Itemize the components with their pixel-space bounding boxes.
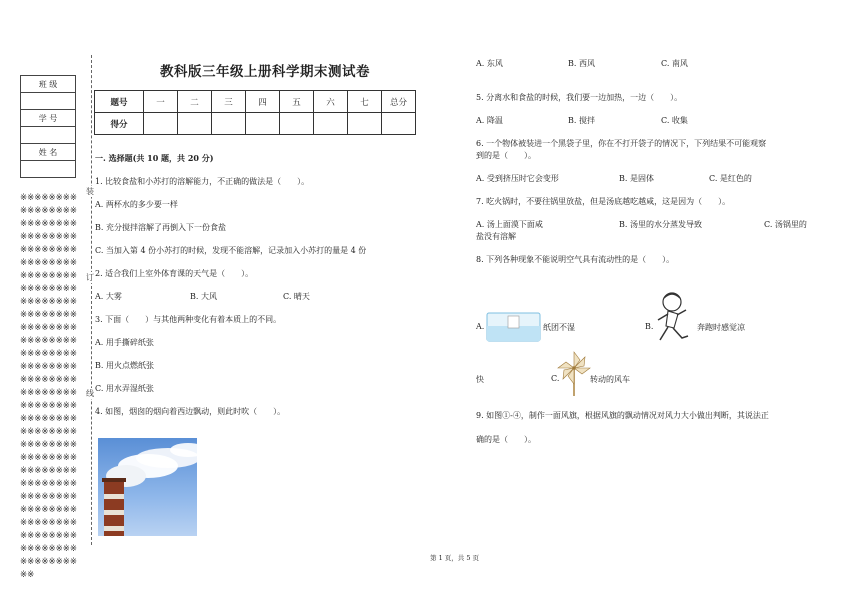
chimney-smoke-image [98,438,197,536]
score-cell[interactable] [382,113,416,135]
score-cell[interactable] [314,113,348,135]
q3-option-b: B. 用火点燃纸张 [95,361,154,370]
score-header-label: 题号 [95,91,144,113]
score-header-3: 三 [212,91,246,113]
score-header-total: 总分 [382,91,416,113]
page-footer: 第 1 页，共 5 页 [430,554,480,562]
margin-word-ding: 订 [86,273,94,282]
q6-option-a: A. 受到挤压时它会变形 [476,174,559,183]
question-5: 5. 分离水和食盐的时候，我们要一边加热，一边（ ）。 [476,93,683,102]
q1-option-a: A. 两杯水的多少要一样 [95,200,178,209]
score-cell[interactable] [212,113,246,135]
q2-option-c: C. 晴天 [283,292,310,301]
q8-option-c: C. [551,374,560,383]
score-cell[interactable] [144,113,178,135]
score-header-4: 四 [246,91,280,113]
q5-option-a: A. 降温 [476,116,503,125]
water-cup-image [486,312,541,342]
q7-option-a: A. 汤上面漠下面咸 [476,220,543,229]
question-9-cont: 确的是（ ）。 [476,435,536,444]
margin-word-xian: 线 [86,389,94,398]
q3-option-c: C. 用水弄湿纸张 [95,384,154,393]
page-title: 教科版三年级上册科学期末测试卷 [160,64,370,80]
section-heading: 一. 选择题(共 10 题，共 20 分) [95,153,214,163]
class-label: 班 级 [21,76,76,93]
score-header-1: 一 [144,91,178,113]
running-child-image [652,290,694,346]
score-row-label: 得分 [95,113,144,135]
binding-line [91,55,92,545]
question-6-cont: 到的是（ ）。 [476,151,536,160]
student-id-label: 学 号 [21,110,76,127]
q6-option-c: C. 是红色的 [709,174,752,183]
question-9: 9. 如图①-④，制作一面风旗，根据风旗的飘动情况对风力大小做出判断，其说法正 [476,411,769,420]
q8-option-a: A. [476,322,485,331]
q4-option-b: B. 西风 [568,59,595,68]
score-header-6: 六 [314,91,348,113]
question-3: 3. 下面（ ）与其他两种变化有着本质上的不同。 [95,315,282,324]
student-info-box [20,75,76,178]
question-6: 6. 一个物体被装进一个黑袋子里，你在不打开袋子的情况下，下列结果不可能观察 [476,139,767,148]
question-2: 2. 适合我们上室外体育课的天气是（ ）。 [95,269,254,278]
q4-option-a: A. 东风 [476,59,503,68]
margin-marks: ※※※※※※※※※※※※※※※※※※※※※※※※※※※※※※※※※※※※※※※※※※※※※※※※※※※※※※※※※※※※※※※※※※※※※※※※※※※※※※※※※※※※※※※※※※※※※※※※※※※※※※※※※※※※※※※※※※※※※※※※※※※※※※※※※※※※※※※※※※※※※※※※※※※※※※※※※※※※※※※※※※※※※※※※※※※※※※※※※※※※※※※※※※※※※※※※※※※※※※※※※※※※※※※※※※※※※※※※※※※※※※※※※※※※※※※※※※ [20,193,77,580]
score-cell[interactable] [280,113,314,135]
score-header-2: 二 [178,91,212,113]
q8-option-b-text-cont: 快 [476,375,484,384]
q7-option-c-cont: 盐没有溶解 [476,232,516,241]
q3-option-a: A. 用手撕碎纸张 [95,338,154,347]
q5-option-c: C. 收集 [661,116,688,125]
score-cell[interactable] [246,113,280,135]
pinwheel-image [556,350,592,396]
q5-option-b: B. 搅拌 [568,116,595,125]
q8-option-a-text: 纸团不湿 [543,323,575,332]
score-table [94,90,416,135]
question-4: 4. 如图，烟囱的烟向着西边飘动，则此时吹（ ）。 [95,407,286,416]
score-cell[interactable] [178,113,212,135]
q2-option-b: B. 大风 [190,292,217,301]
class-field[interactable] [21,93,76,110]
q8-option-b-text: 奔跑时感觉凉 [697,323,745,332]
q8-option-b: B. [645,322,654,331]
q4-option-c: C. 南风 [661,59,688,68]
q7-option-c: C. 汤锅里的 [764,220,807,229]
student-id-field[interactable] [21,127,76,144]
name-field[interactable] [21,161,76,178]
name-label: 姓 名 [21,144,76,161]
margin-word-zhuang: 装 [86,187,94,196]
q8-option-c-text: 转动的风车 [590,375,630,384]
question-1: 1. 比较食盐和小苏打的溶解能力，不正确的做法是（ ）。 [95,177,310,186]
score-cell[interactable] [348,113,382,135]
question-8: 8. 下列各种现象不能说明空气具有流动性的是（ ）。 [476,255,675,264]
q6-option-b: B. 是固体 [619,174,654,183]
q1-option-c: C. 当加入第 4 份小苏打的时候，发现不能溶解，记录加入小苏打的量是 4 份 [95,246,367,255]
q7-option-b: B. 汤里的水分蒸发导致 [619,220,702,229]
score-header-5: 五 [280,91,314,113]
score-header-7: 七 [348,91,382,113]
q2-option-a: A. 大雾 [95,292,122,301]
question-7: 7. 吃火锅时，不要往锅里放盐，但是汤底越吃越咸，这是因为（ ）。 [476,197,731,206]
q1-option-b: B. 充分搅拌溶解了再倒入下一份食盐 [95,223,226,232]
